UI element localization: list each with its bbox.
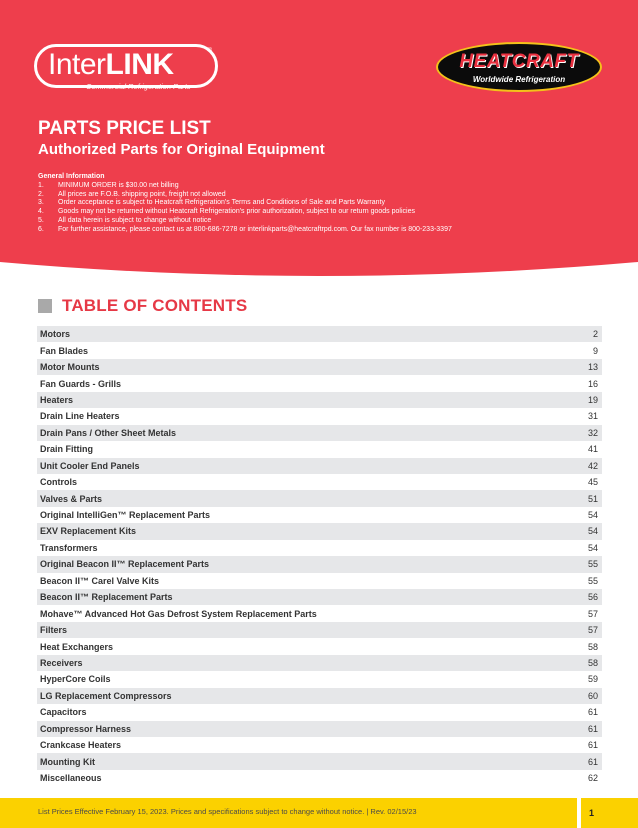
item-number: 5. xyxy=(38,216,44,224)
toc-row[interactable] xyxy=(37,671,602,687)
page-subtitle: Authorized Parts for Original Equipment xyxy=(38,141,325,158)
toc-heading xyxy=(38,296,247,316)
footer-text: List Prices Effective February 15, 2023. Prices and specifications subject to change without notice. | Rev. 02/15/23 xyxy=(38,807,417,816)
general-info-item xyxy=(38,191,452,200)
toc-label: Fan Blades xyxy=(40,345,89,356)
toc-row[interactable] xyxy=(37,605,602,621)
toc-label: Mounting Kit xyxy=(40,756,95,767)
toc-row[interactable] xyxy=(37,359,602,375)
toc-row[interactable] xyxy=(37,392,602,408)
footer-divider xyxy=(577,798,581,828)
toc-row[interactable] xyxy=(37,638,602,654)
heatcraft-wordmark: HEATCRAFT xyxy=(459,51,579,72)
item-number: 3. xyxy=(38,199,44,207)
toc-page: 58 xyxy=(587,657,598,668)
item-number: 4. xyxy=(38,208,44,216)
toc-row[interactable] xyxy=(37,622,602,638)
toc-label: Heaters xyxy=(40,394,74,405)
toc-label: Miscellaneous xyxy=(40,773,102,784)
toc-row[interactable] xyxy=(37,523,602,539)
toc-label: Motor Mounts xyxy=(40,362,100,373)
header-banner xyxy=(0,0,638,290)
toc-page: 41 xyxy=(587,444,598,455)
toc-page: 13 xyxy=(587,362,598,373)
general-info-item xyxy=(38,226,452,235)
toc-row[interactable] xyxy=(37,474,602,490)
toc-label: Transformers xyxy=(40,542,98,553)
item-text: MINIMUM ORDER is $30.00 net billing xyxy=(58,182,179,189)
toc-page: 45 xyxy=(587,477,598,488)
item-text: All data herein is subject to change without notice xyxy=(58,216,212,224)
toc-page: 60 xyxy=(587,690,598,701)
toc-page: 19 xyxy=(587,394,598,405)
toc-page: 61 xyxy=(587,707,598,718)
toc-row[interactable] xyxy=(37,540,602,556)
item-text: All prices are F.O.B. shipping point, freight not allowed xyxy=(58,190,226,198)
toc-row[interactable] xyxy=(37,507,602,523)
item-number: 2. xyxy=(38,190,44,198)
toc-table xyxy=(37,326,602,786)
toc-label: Compressor Harness xyxy=(40,723,132,734)
toc-row[interactable] xyxy=(37,458,602,474)
toc-page: 51 xyxy=(587,493,598,504)
general-info-item xyxy=(38,199,452,208)
toc-label: Filters xyxy=(40,625,68,636)
toc-label: Original Beacon II™ Replacement Parts xyxy=(40,559,210,570)
toc-row[interactable] xyxy=(37,721,602,737)
toc-page: 57 xyxy=(587,608,598,619)
toc-label: Mohave™ Advanced Hot Gas Defrost System Replacement Parts xyxy=(40,608,317,619)
item-text: Goods may not be returned without Heatcraft Refrigeration's prior authorization, subject to our return goods policies xyxy=(58,208,415,216)
general-info-item xyxy=(38,182,452,191)
interlink-word-light: Inter xyxy=(48,48,106,81)
toc-page: 56 xyxy=(587,592,598,603)
heatcraft-tagline: Worldwide Refrigeration xyxy=(472,75,566,84)
toc-label: Controls xyxy=(40,477,77,488)
toc-page: 32 xyxy=(587,427,598,438)
toc-label: Valves & Parts xyxy=(40,493,103,504)
toc-label: Crankcase Heaters xyxy=(40,740,122,751)
toc-page: 54 xyxy=(587,526,598,537)
toc-row[interactable] xyxy=(37,326,602,342)
page-number: 1 xyxy=(589,808,595,818)
toc-page: 62 xyxy=(587,773,598,784)
page-title: PARTS PRICE LIST xyxy=(38,118,211,139)
toc-row[interactable] xyxy=(37,753,602,769)
toc-page: 42 xyxy=(587,460,598,471)
toc-page: 57 xyxy=(587,625,598,636)
toc-heading-text: TABLE OF CONTENTS xyxy=(62,296,248,315)
toc-row[interactable] xyxy=(37,737,602,753)
toc-page: 61 xyxy=(587,740,598,751)
toc-row[interactable] xyxy=(37,770,602,786)
interlink-word-bold: LINK xyxy=(105,48,174,81)
toc-label: EXV Replacement Kits xyxy=(40,526,137,537)
item-number: 6. xyxy=(38,225,44,233)
toc-page: 2 xyxy=(592,329,598,340)
toc-row[interactable] xyxy=(37,573,602,589)
toc-page: 16 xyxy=(587,378,598,389)
toc-row[interactable] xyxy=(37,704,602,720)
toc-label: Original IntelliGen™ Replacement Parts xyxy=(40,510,211,521)
general-info-list xyxy=(38,182,452,234)
general-info-item xyxy=(38,217,452,226)
toc-page: 9 xyxy=(592,345,598,356)
toc-label: Capacitors xyxy=(40,707,87,718)
toc-page: 58 xyxy=(587,641,598,652)
heading-square-icon xyxy=(38,299,52,313)
toc-label: Drain Line Heaters xyxy=(40,411,120,422)
item-text: Order acceptance is subject to Heatcraft Refrigeration's Terms and Conditions of Sale and Parts Warranty xyxy=(58,199,385,207)
trademark-symbol: ® xyxy=(207,48,212,54)
toc-page: 54 xyxy=(587,542,598,553)
toc-label: Drain Fitting xyxy=(40,444,93,455)
toc-page: 54 xyxy=(587,510,598,521)
toc-label: HyperCore Coils xyxy=(40,674,111,685)
footer-bar xyxy=(0,798,638,828)
item-text: For further assistance, please contact us at 800-686-7278 or interlinkparts@heatcraftrpd.com. Our fax number is 800-233-3397 xyxy=(58,225,452,233)
item-number: 1. xyxy=(38,182,44,189)
general-info-item xyxy=(38,208,452,217)
toc-label: Fan Guards - Grills xyxy=(40,378,122,389)
heatcraft-logo xyxy=(436,42,602,92)
toc-row[interactable] xyxy=(37,342,602,358)
toc-row[interactable] xyxy=(37,688,602,704)
toc-page: 55 xyxy=(587,559,598,570)
toc-label: Motors xyxy=(40,329,70,340)
toc-page: 61 xyxy=(587,723,598,734)
toc-label: Heat Exchangers xyxy=(40,641,114,652)
general-info-heading: General Information xyxy=(38,173,105,180)
toc-row[interactable] xyxy=(37,441,602,457)
interlink-wordmark xyxy=(48,48,174,82)
toc-row[interactable] xyxy=(37,490,602,506)
interlink-logo xyxy=(34,44,218,98)
toc-label: LG Replacement Compressors xyxy=(40,690,172,701)
toc-row[interactable] xyxy=(37,655,602,671)
toc-row[interactable] xyxy=(37,556,602,572)
toc-label: Unit Cooler End Panels xyxy=(40,460,140,471)
toc-label: Receivers xyxy=(40,657,83,668)
toc-page: 55 xyxy=(587,575,598,586)
toc-row[interactable] xyxy=(37,408,602,424)
interlink-tagline: Commercial Refrigeration Parts xyxy=(86,82,191,91)
toc-row[interactable] xyxy=(37,375,602,391)
toc-label: Beacon II™ Replacement Parts xyxy=(40,592,173,603)
toc-page: 61 xyxy=(587,756,598,767)
toc-label: Drain Pans / Other Sheet Metals xyxy=(40,427,177,438)
toc-row[interactable] xyxy=(37,425,602,441)
toc-page: 31 xyxy=(587,411,598,422)
toc-label: Beacon II™ Carel Valve Kits xyxy=(40,575,160,586)
toc-row[interactable] xyxy=(37,589,602,605)
toc-page: 59 xyxy=(587,674,598,685)
